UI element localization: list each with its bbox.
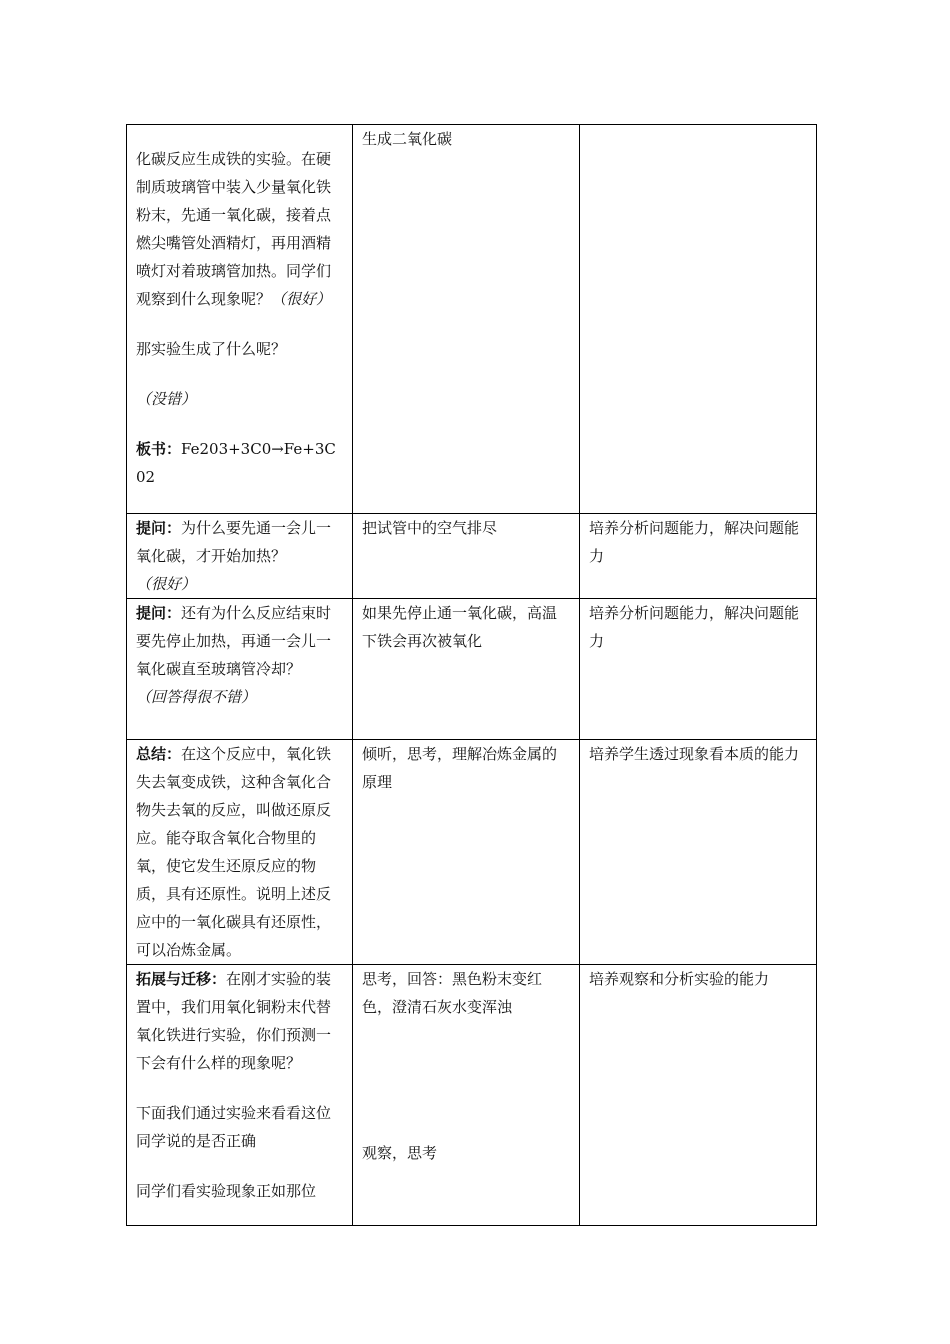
table-row xyxy=(127,125,817,514)
design-intent-cell xyxy=(580,965,817,1226)
teacher-text: 在刚才实验的装置中，我们用氧化铜粉末代替氧化铁进行实验，你们预测一下会有什么样的现象呢？ xyxy=(136,970,332,1072)
praise-remark: （回答得很不错） xyxy=(136,688,257,706)
teacher-activity-cell xyxy=(127,965,353,1226)
section-label: 提问： xyxy=(136,519,182,537)
chemical-equation: Fe203+3C0→Fe+3C02 xyxy=(136,440,336,486)
design-intent-cell xyxy=(580,599,817,740)
teacher-text: 同学们看实验现象正如那位 xyxy=(136,1182,317,1200)
praise-remark: （没错） xyxy=(136,390,197,408)
intent-text: 培养分析问题能力，解决问题能力 xyxy=(589,519,800,565)
table-row xyxy=(127,965,817,1226)
student-activity-cell xyxy=(353,740,580,965)
teacher-text: 那实验生成了什么呢？ xyxy=(136,340,287,358)
student-text: 如果先停止通一氧化碳，高温下铁会再次被氧化 xyxy=(362,604,558,650)
intent-text: 培养学生透过现象看本质的能力 xyxy=(589,745,800,763)
section-label: 提问： xyxy=(136,604,182,622)
section-label: 板书： xyxy=(136,440,182,458)
table-row xyxy=(127,740,817,965)
student-text: 把试管中的空气排尽 xyxy=(362,519,498,537)
student-activity-cell xyxy=(353,125,580,514)
teacher-activity-cell xyxy=(127,125,353,514)
teacher-activity-cell xyxy=(127,740,353,965)
praise-remark: （很好） xyxy=(136,575,197,593)
design-intent-cell xyxy=(580,514,817,599)
teacher-text: 下面我们通过实验来看看这位同学说的是否正确 xyxy=(136,1104,332,1150)
student-text: 倾听，思考，理解冶炼金属的原理 xyxy=(362,745,558,791)
student-activity-cell xyxy=(353,965,580,1226)
intent-text: 培养分析问题能力，解决问题能力 xyxy=(589,604,800,650)
design-intent-cell xyxy=(580,740,817,965)
table-row xyxy=(127,599,817,740)
design-intent-cell xyxy=(580,125,817,514)
table-row xyxy=(127,514,817,599)
teacher-activity-cell xyxy=(127,599,353,740)
student-text: 观察，思考 xyxy=(362,1144,438,1162)
student-text: 思考，回答：黑色粉末变红色，澄清石灰水变浑浊 xyxy=(362,970,543,1016)
student-text: 生成二氧化碳 xyxy=(362,130,453,148)
student-activity-cell xyxy=(353,599,580,740)
teacher-text: 还有为什么反应结束时要先停止加热，再通一会儿一氧化碳直至玻璃管冷却？ xyxy=(136,604,332,678)
teacher-text: 为什么要先通一会儿一氧化碳，才开始加热？ xyxy=(136,519,332,565)
section-label: 总结： xyxy=(136,745,182,763)
lesson-plan-table xyxy=(126,124,817,1226)
teacher-text: 化碳反应生成铁的实验。在硬制质玻璃管中装入少量氧化铁粉末，先通一氧化碳，接着点燃尖嘴管处酒精灯，再用酒精喷灯对着玻璃管加热。同学们观察到什么现象呢？ xyxy=(136,150,332,308)
section-label: 拓展与迁移： xyxy=(136,970,227,988)
teacher-activity-cell xyxy=(127,514,353,599)
student-activity-cell xyxy=(353,514,580,599)
teacher-text: 在这个反应中，氧化铁失去氧变成铁，这种含氧化合物失去氧的反应，叫做还原反应。能夺取含氧化合物里的氧，使它发生还原反应的物质，具有还原性。说明上述反应中的一氧化碳具有还原性，可以冶炼金属。 xyxy=(136,745,332,959)
intent-text: 培养观察和分析实验的能力 xyxy=(589,970,770,988)
praise-remark: （很好） xyxy=(271,290,332,308)
